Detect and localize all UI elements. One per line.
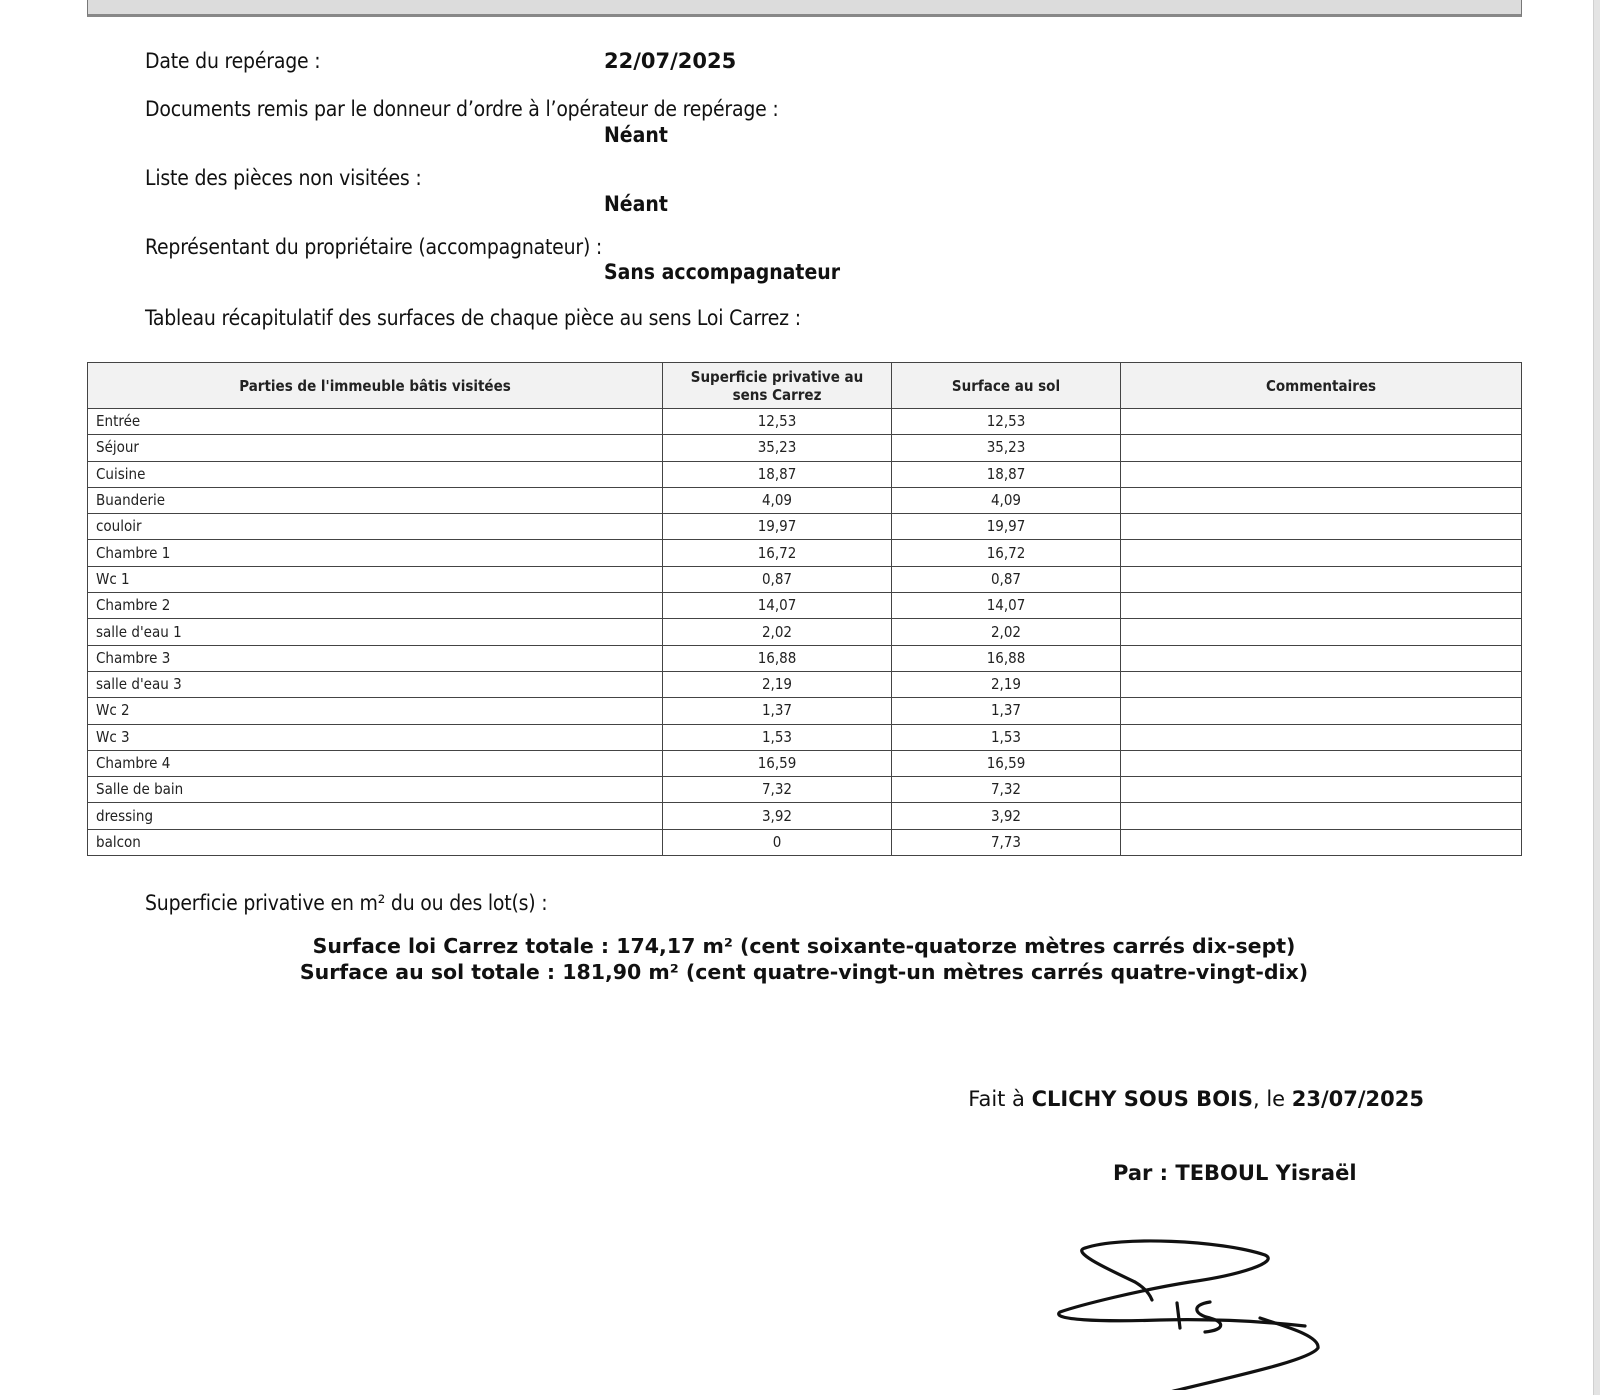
cell-piece: Wc 1 (88, 566, 663, 592)
cell-commentaire (1121, 671, 1522, 697)
fait-mid: , le (1252, 1087, 1292, 1111)
cell-sol: 2,02 (892, 619, 1121, 645)
cell-commentaire (1121, 540, 1522, 566)
column-header-commentaires: Commentaires (1121, 363, 1522, 409)
table-row (88, 409, 1522, 435)
table-row (88, 724, 1522, 750)
fait-a-line (968, 1087, 1424, 1111)
cell-sol: 19,97 (892, 514, 1121, 540)
cell-commentaire (1121, 514, 1522, 540)
superficie-label: Superficie privative en m² du ou des lot(s) : (145, 891, 548, 915)
column-header-carrez: Superficie privative au sens Carrez (663, 363, 892, 409)
cell-piece: Salle de bain (88, 777, 663, 803)
fait-date: 23/07/2025 (1291, 1087, 1424, 1111)
cell-piece: Wc 3 (88, 724, 663, 750)
cell-sol: 7,32 (892, 777, 1121, 803)
table-row (88, 461, 1522, 487)
cell-sol: 14,07 (892, 593, 1121, 619)
cell-sol: 16,59 (892, 750, 1121, 776)
surfaces-table (87, 362, 1522, 856)
cell-piece: Buanderie (88, 487, 663, 513)
cell-commentaire (1121, 645, 1522, 671)
table-body (88, 409, 1522, 856)
signature-image (1040, 1230, 1350, 1390)
signature-stroke (1170, 1318, 1318, 1390)
cell-carrez: 12,53 (663, 409, 892, 435)
cell-sol: 0,87 (892, 566, 1121, 592)
cell-carrez: 35,23 (663, 435, 892, 461)
repere-date-label: Date du repérage : (145, 49, 321, 73)
cell-commentaire (1121, 750, 1522, 776)
cell-carrez: 18,87 (663, 461, 892, 487)
cell-sol: 1,37 (892, 698, 1121, 724)
table-row (88, 777, 1522, 803)
cell-commentaire (1121, 724, 1522, 750)
cell-carrez: 14,07 (663, 593, 892, 619)
cell-piece: Chambre 1 (88, 540, 663, 566)
table-row (88, 645, 1522, 671)
cell-piece: salle d'eau 1 (88, 619, 663, 645)
table-row (88, 593, 1522, 619)
cell-commentaire (1121, 593, 1522, 619)
cell-sol: 16,88 (892, 645, 1121, 671)
cell-commentaire (1121, 409, 1522, 435)
page-edge (1593, 0, 1600, 1395)
table-row (88, 698, 1522, 724)
cell-carrez: 0,87 (663, 566, 892, 592)
cell-commentaire (1121, 461, 1522, 487)
cell-sol: 2,19 (892, 671, 1121, 697)
cell-carrez: 4,09 (663, 487, 892, 513)
documents-value: Néant (604, 123, 668, 147)
pieces-value: Néant (604, 192, 668, 216)
cell-carrez: 2,19 (663, 671, 892, 697)
fait-prefix: Fait à (968, 1087, 1032, 1111)
cell-carrez: 1,37 (663, 698, 892, 724)
signature-stroke (1177, 1303, 1180, 1328)
cell-piece: couloir (88, 514, 663, 540)
repere-date-value: 22/07/2025 (604, 49, 737, 73)
section-title-bar (87, 0, 1522, 17)
cell-carrez: 1,53 (663, 724, 892, 750)
table-row (88, 671, 1522, 697)
tableau-label: Tableau récapitulatif des surfaces de chaque pièce au sens Loi Carrez : (145, 306, 801, 330)
cell-piece: Cuisine (88, 461, 663, 487)
cell-piece: dressing (88, 803, 663, 829)
signature-stroke (1059, 1241, 1305, 1326)
cell-carrez: 19,97 (663, 514, 892, 540)
cell-commentaire (1121, 829, 1522, 855)
representant-label: Représentant du propriétaire (accompagnateur) : (145, 235, 603, 259)
cell-piece: salle d'eau 3 (88, 671, 663, 697)
cell-carrez: 2,02 (663, 619, 892, 645)
cell-sol: 35,23 (892, 435, 1121, 461)
cell-carrez: 16,72 (663, 540, 892, 566)
table-row (88, 487, 1522, 513)
cell-sol: 4,09 (892, 487, 1121, 513)
cell-commentaire (1121, 619, 1522, 645)
table-row (88, 829, 1522, 855)
cell-commentaire (1121, 803, 1522, 829)
cell-commentaire (1121, 566, 1522, 592)
pieces-label: Liste des pièces non visitées : (145, 166, 422, 190)
cell-sol: 12,53 (892, 409, 1121, 435)
cell-piece: Chambre 3 (88, 645, 663, 671)
cell-carrez: 0 (663, 829, 892, 855)
cell-sol: 7,73 (892, 829, 1121, 855)
sol-total: Surface au sol totale : 181,90 m² (cent quatre-vingt-un mètres carrés quatre-vingt-dix) (299, 960, 1309, 984)
table-row (88, 540, 1522, 566)
column-header-piece: Parties de l'immeuble bâtis visitées (88, 363, 663, 409)
table-header-row (88, 363, 1522, 409)
table-row (88, 566, 1522, 592)
cell-sol: 16,72 (892, 540, 1121, 566)
cell-commentaire (1121, 435, 1522, 461)
cell-commentaire (1121, 777, 1522, 803)
column-header-sol: Surface au sol (892, 363, 1121, 409)
documents-label: Documents remis par le donneur d’ordre à l’opérateur de repérage : (145, 97, 779, 121)
cell-sol: 18,87 (892, 461, 1121, 487)
cell-carrez: 7,32 (663, 777, 892, 803)
signatory: Par : TEBOUL Yisraël (1113, 1161, 1357, 1185)
fait-city: CLICHY SOUS BOIS (1031, 1087, 1253, 1111)
table-row (88, 619, 1522, 645)
cell-piece: Wc 2 (88, 698, 663, 724)
table-row (88, 750, 1522, 776)
table-row (88, 514, 1522, 540)
cell-piece: Chambre 2 (88, 593, 663, 619)
cell-sol: 3,92 (892, 803, 1121, 829)
cell-carrez: 16,88 (663, 645, 892, 671)
cell-sol: 1,53 (892, 724, 1121, 750)
cell-piece: Séjour (88, 435, 663, 461)
signature-stroke (1197, 1302, 1221, 1332)
cell-piece: Chambre 4 (88, 750, 663, 776)
cell-piece: Entrée (88, 409, 663, 435)
cell-carrez: 3,92 (663, 803, 892, 829)
cell-commentaire (1121, 487, 1522, 513)
table-row (88, 803, 1522, 829)
cell-commentaire (1121, 698, 1522, 724)
table-row (88, 435, 1522, 461)
carrez-total: Surface loi Carrez totale : 174,17 m² (cent soixante-quatorze mètres carrés dix-sept) (312, 934, 1296, 958)
cell-carrez: 16,59 (663, 750, 892, 776)
cell-piece: balcon (88, 829, 663, 855)
representant-value: Sans accompagnateur (604, 260, 841, 284)
